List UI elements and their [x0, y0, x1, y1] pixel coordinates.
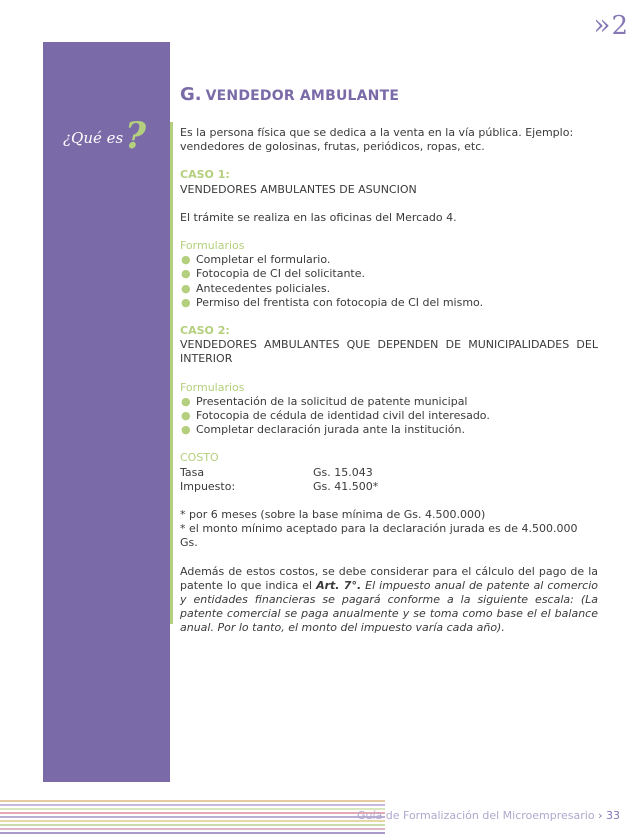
list-item: ● Permiso del frentista con fotocopia de CI del mismo.	[181, 295, 484, 309]
content-accent-bar	[170, 122, 173, 624]
bullet-icon: ●	[181, 423, 191, 437]
case1-title: VENDEDORES AMBULANTES DE ASUNCION	[180, 182, 417, 196]
cost-note-1: * por 6 meses (sobre la base mínima de Gs. 4.500.000)	[180, 508, 486, 522]
case2-forms-label: Formularios	[180, 380, 245, 394]
bullet-icon: ●	[181, 409, 191, 423]
final-paragraph: Además de estos costos, se debe considerar para el cálculo del pago de la patente lo que indica el Art. 7°. El impuesto anual de patente al comercio y entidades financieras se pagará conforme a la siguiente escala: (La patente comercial se paga anualmente y se toma como base el el balance anual. Por lo tanto, el monto del impuesto varía cada año).	[180, 564, 598, 635]
page-number: 33	[606, 809, 620, 822]
chapter-number: 2	[611, 11, 628, 41]
bullet-icon: ●	[181, 281, 191, 295]
section-letter: G.	[180, 84, 202, 105]
bullet-icon: ●	[181, 394, 191, 408]
case1-forms-label: Formularios	[180, 239, 245, 253]
cost-row-tasa: Tasa Gs. 15.043	[180, 465, 373, 479]
bullet-icon: ●	[181, 267, 191, 281]
cost-label: COSTO	[180, 451, 219, 465]
cost-note-2: * el monto mínimo aceptado para la declaración jurada es de 4.500.000 Gs.	[180, 522, 578, 550]
case1-forms-list	[180, 253, 598, 310]
intro-paragraph: Es la persona física que se dedica a la venta en la vía pública. Ejemplo: vendedores de golosinas, frutas, periódicos, ropas, etc.	[180, 126, 574, 154]
case1-note: El trámite se realiza en las oficinas del Mercado 4.	[180, 210, 457, 224]
que-es-label	[63, 115, 173, 170]
que-es-text: ¿Qué es	[63, 129, 124, 147]
footer-separator-icon: ›	[598, 809, 603, 822]
bullet-icon: ●	[181, 253, 191, 267]
case2-title: VENDEDORES AMBULANTES QUE DEPENDEN DE MUNICIPALIDADES DEL INTERIOR	[180, 338, 598, 366]
section-title: VENDEDOR AMBULANTE	[205, 88, 400, 104]
bullet-icon: ●	[181, 295, 191, 309]
case2-label: CASO 2:	[180, 324, 230, 338]
list-item: ● Antecedentes policiales.	[181, 281, 331, 295]
double-chevron-icon: »	[593, 8, 608, 41]
main-content	[180, 126, 598, 636]
list-item: ● Completar el formulario.	[181, 253, 331, 267]
list-item: ● Presentación de la solicitud de patente municipal	[181, 394, 468, 408]
case1-label: CASO 1:	[180, 168, 230, 182]
chapter-marker	[593, 8, 628, 41]
section-heading	[180, 84, 399, 105]
article-reference: Art. 7°.	[316, 578, 362, 592]
cost-row-impuesto: Impuesto: Gs. 41.500*	[180, 479, 379, 493]
decorative-stripes	[0, 800, 385, 840]
list-item: ● Fotocopia de CI del solicitante.	[181, 267, 366, 281]
list-item: ● Fotocopia de cédula de identidad civil del interesado.	[181, 409, 490, 423]
question-mark-icon: ?	[125, 115, 147, 157]
page-footer	[357, 809, 620, 822]
footer-title: Guía de Formalización del Microempresario	[356, 809, 595, 822]
case2-forms-list	[180, 395, 598, 438]
list-item: ● Completar declaración jurada ante la institución.	[181, 423, 465, 437]
